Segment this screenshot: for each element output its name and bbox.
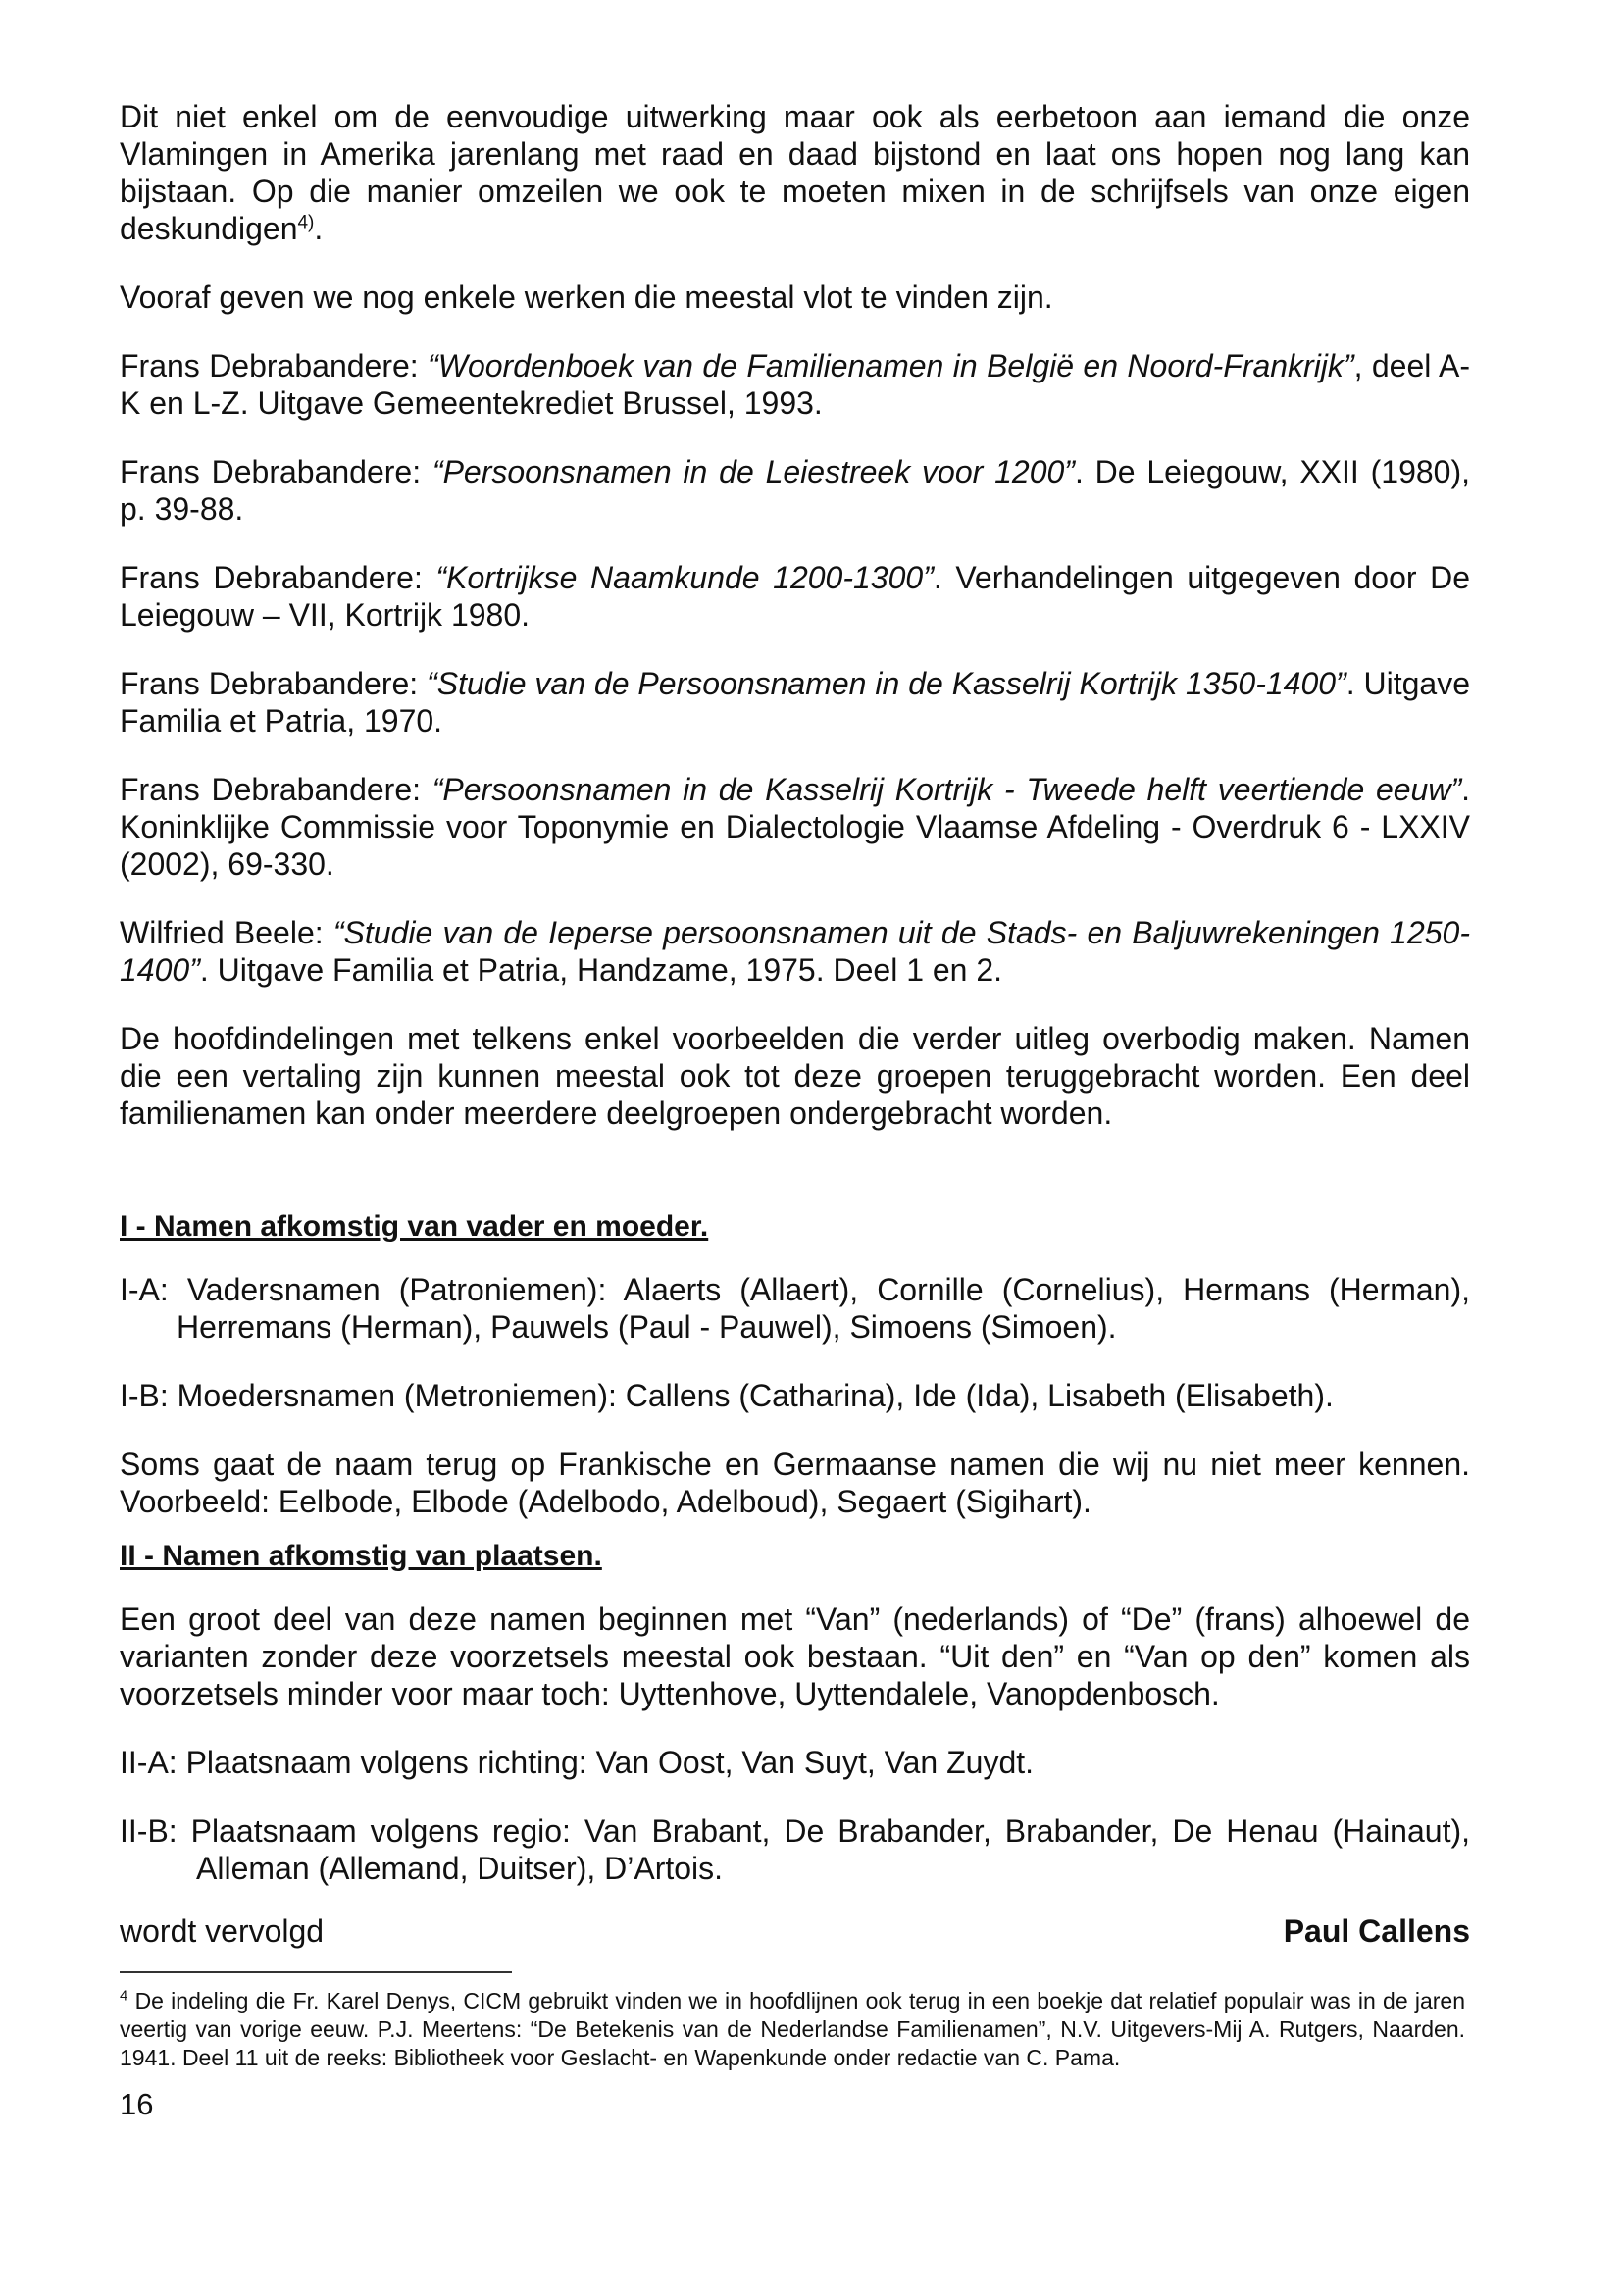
footnote-marker: 4 [120,1987,128,2005]
footnote: $^4$ De indeling die Fr. Karel Denys, CICM gebruikt vinden we in hoofdlijnen ook terug in een boekje dat relatief populair was in de jaren veertig van vorige eeuw. P.J. Meertens: “De Betekenis van de Nederlandse Familienamen”, N.V. Uitgevers-Mij A. Rutgers, Naarden. 1941. Deel 11 uit de reeks: Bibliotheek voor Geslacht- en Wapenkunde onder redactie van C. Pama. [120,1987,1465,2070]
divisions-paragraph: De hoofdindelingen met telkens enkel voorbeelden die verder uitleg overbodig maken. Namen die een vertaling zijn kunnen meestal ook tot deze groepen teruggebracht worden. Een deel familienamen kan onder meerdere deelgroepen ondergebracht worden. [120,1021,1470,1131]
continued-note: wordt vervolgd [120,1913,325,1949]
reference-entry: Frans Debrabandere: “Woordenboek van de Familienamen in België en Noord-Frankrijk”, deel A-K en L-Z. Uitgave Gemeentekrediet Brussel, 1993. [120,348,1471,421]
footnote-reference[interactable]: 4) [297,212,315,233]
works-intro-paragraph: Vooraf geven we nog enkele werken die meestal vlot te vinden zijn. [120,280,1053,315]
reference-entry: Frans Debrabandere: “Kortrijkse Naamkunde 1200-1300”. Verhandelingen uitgegeven door De Leiegouw – VII, Kortrijk 1980. [120,560,1470,633]
list-item-patronyms: I-A: Vadersnamen (Patroniemen): Alaerts (Allaert), Cornille (Cornelius), Hermans (Herman), Herremans (Herman), Pauwels (Paul - Pauwel), Simoens (Simoen). [120,1272,1470,1345]
list-item-direction: II-A: Plaatsnaam volgens richting: Van Oost, Van Suyt, Van Zuydt. [120,1745,1035,1780]
places-intro-paragraph: Een groot deel van deze namen beginnen met “Van” (nederlands) of “De” (frans) alhoewel de varianten zonder deze voorzetsels meestal ook bestaan. “Uit den” en “Van op den” komen als voorzetsels minder voor maar toch: Uyttenhove, Uyttendalele, Vanopdenbosch. [120,1602,1470,1711]
reference-title: “Studie van de Ieperse persoonsnamen uit de Stads- en Baljuwrekeningen 1250-1400” [120,915,1471,988]
reference-entry: Frans Debrabandere: “Persoonsnamen in de Kasselrij Kortrijk - Tweede helft veertiende eeuw”. Koninklijke Commissie voor Toponymie en Dialectologie Vlaamse Afdeling - Overdruk 6 - LXXIV (2002), 69-330. [120,772,1471,882]
reference-entry: Frans Debrabandere: “Studie van de Persoonsnamen in de Kasselrij Kortrijk 1350-1400”. Uitgave Familia et Patria, 1970. [120,666,1471,738]
reference-title: “Kortrijkse Naamkunde 1200-1300” [435,560,934,595]
author-name: Paul Callens [1283,1913,1470,1949]
reference-title: “Woordenboek van de Familienamen in België en Noord-Frankrijk” [428,348,1354,383]
signature-row [120,1912,1470,1950]
footnote-divider [120,1971,512,1973]
list-item-region: II-B: Plaatsnaam volgens regio: Van Brabant, De Brabander, Brabander, De Henau (Hainaut), Alleman (Allemand, Duitser), D’Artois. [120,1813,1470,1886]
section-heading-parents: I - Namen afkomstig van vader en moeder. [120,1210,709,1243]
reference-title: “Persoonsnamen in de Leiestreek voor 1200” [431,454,1075,489]
reference-title: “Persoonsnamen in de Kasselrij Kortrijk - Tweede helft veertiende eeuw” [431,772,1462,807]
page-number: 16 [120,2087,154,2121]
reference-entry: Wilfried Beele: “Studie van de Ieperse persoonsnamen uit de Stads- en Baljuwrekeningen 1250-1400”. Uitgave Familia et Patria, Handzame, 1975. Deel 1 en 2. [120,915,1471,988]
reference-entry: Frans Debrabandere: “Persoonsnamen in de Leiestreek voor 1200”. De Leiegouw, XXII (1980), p. 39-88. [120,454,1471,527]
section-heading-places: II - Namen afkomstig van plaatsen. [120,1540,602,1572]
list-item-metronyms: I-B: Moedersnamen (Metroniemen): Callens (Catharina), Ide (Ida), Lisabeth (Elisabeth). [120,1378,1334,1413]
intro-paragraph: Dit niet enkel om de eenvoudige uitwerking maar ook als eerbetoon aan iemand die onze Vlamingen in Amerika jarenlang met raad en daad bijstond en laat ons hopen nog lang kan bijstaan. Op die manier omzeilen we ook te moeten mixen in de schrijfsels van onze eigen deskundigen$^{4)}$. [120,99,1470,246]
reference-title: “Studie van de Persoonsnamen in de Kasselrij Kortrijk 1350-1400” [427,666,1346,701]
germanic-names-paragraph: Soms gaat de naam terug op Frankische en Germaanse namen die wij nu niet meer kennen. Voorbeeld: Eelbode, Elbode (Adelbodo, Adelboud), Segaert (Sigihart). [120,1447,1470,1519]
